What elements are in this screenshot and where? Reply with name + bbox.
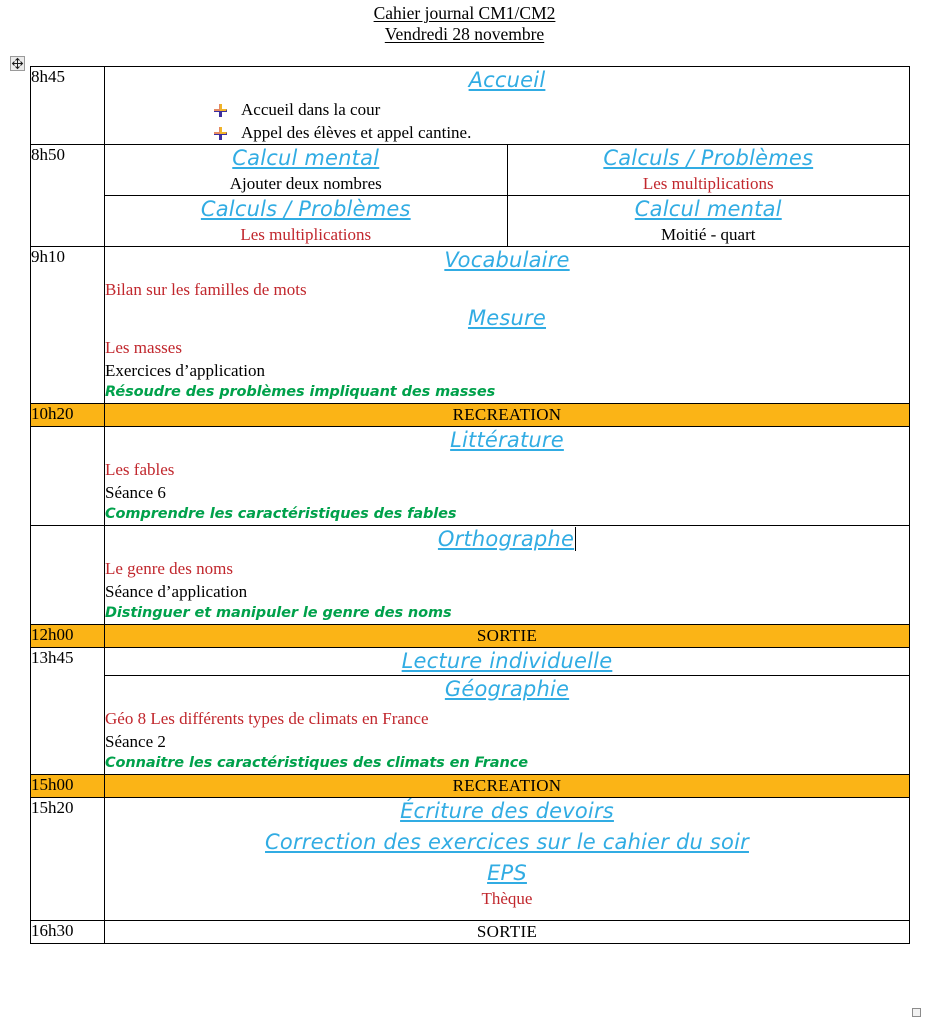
table-resize-handle-icon[interactable] [912, 1008, 921, 1017]
subject-vocabulaire: Vocabulaire [444, 248, 570, 272]
accueil-bullet-text: Accueil dans la cour [241, 100, 381, 119]
time-cell-recreation-matin: 10h20 [31, 404, 105, 427]
list-item [105, 121, 909, 144]
topic-genre-des-noms: Le genre des noms [105, 559, 233, 578]
subject-calcul-mental: Calcul mental [634, 197, 782, 221]
subject-orthographe: Orthographe [437, 527, 575, 551]
subject-calculs-problemes: Calculs / Problèmes [200, 197, 411, 221]
time-cell-sortie-midi: 12h00 [31, 625, 105, 648]
topic-familles-de-mots: Bilan sur les familles de mots [105, 280, 307, 299]
detail-exercices-application: Exercices d’application [105, 361, 266, 380]
doc-title-row [0, 3, 929, 24]
subject-accueil: Accueil [468, 68, 546, 92]
table-move-handle-icon[interactable] [10, 56, 25, 71]
table-row-lecture[interactable] [31, 648, 910, 676]
subject-lecture-individuelle: Lecture individuelle [401, 649, 613, 673]
doc-date-row [0, 24, 929, 45]
cross-bullet-icon [213, 101, 228, 116]
detail-ajouter-deux-nombres: Ajouter deux nombres [229, 174, 382, 193]
status-badge-sortie-midi: SORTIE [105, 625, 910, 648]
content-cell-math-2-right[interactable] [507, 196, 910, 247]
content-cell-geographie[interactable] [105, 676, 910, 775]
status-badge-sortie-soir: SORTIE [105, 921, 910, 944]
page-date: Vendredi 28 novembre [384, 24, 545, 44]
content-cell-accueil[interactable] [105, 67, 910, 145]
subject-orthographe-line [105, 526, 909, 553]
table-row-litterature[interactable] [31, 427, 910, 526]
objective-climats: Connaitre les caractéristiques des climats en France [105, 755, 528, 771]
text-cursor-caret [575, 527, 576, 551]
cross-bullet-icon [213, 124, 228, 139]
status-badge-recreation-matin: RECREATION [105, 404, 910, 427]
content-cell-orthographe[interactable] [105, 526, 910, 625]
detail-seance-application: Séance d’application [105, 582, 248, 601]
subject-eps: EPS [487, 861, 527, 885]
cahier-journal-table-wrap [30, 66, 910, 944]
detail-seance-2: Séance 2 [105, 732, 166, 751]
content-cell-fin-journee[interactable] [105, 798, 910, 921]
topic-les-fables: Les fables [105, 460, 175, 479]
table-row-math-1[interactable] [31, 145, 910, 196]
objective-masses: Résoudre des problèmes impliquant des masses [105, 384, 496, 400]
content-cell-math-1-left[interactable] [105, 145, 508, 196]
content-cell-math-1-right[interactable] [507, 145, 910, 196]
table-row-sortie-soir[interactable] [31, 921, 910, 944]
accueil-bullet-list [105, 98, 909, 144]
table-row-fin-journee[interactable] [31, 798, 910, 921]
table-row-sortie-midi[interactable] [31, 625, 910, 648]
table-row-orthographe[interactable] [31, 526, 910, 625]
list-item [105, 98, 909, 121]
status-badge-recreation-aprem: RECREATION [105, 775, 910, 798]
time-cell-sortie-soir: 16h30 [31, 921, 105, 944]
time-cell-litterature [31, 427, 105, 526]
table-row-accueil[interactable] [31, 67, 910, 145]
content-cell-math-2-left[interactable] [105, 196, 508, 247]
time-cell-recreation-aprem: 15h00 [31, 775, 105, 798]
content-cell-vocabulaire-mesure[interactable] [105, 247, 910, 404]
subject-geographie: Géographie [444, 677, 570, 701]
topic-climats-france: Géo 8 Les différents types de climats en France [105, 709, 429, 728]
table-row-recreation-matin[interactable] [31, 404, 910, 427]
document-header [0, 0, 929, 45]
time-cell-fin-journee: 15h20 [31, 798, 105, 921]
subject-mesure: Mesure [467, 306, 547, 330]
topic-les-masses: Les masses [105, 338, 182, 357]
table-row-recreation-aprem[interactable] [31, 775, 910, 798]
accueil-bullet-text: Appel des élèves et appel cantine. [241, 123, 472, 142]
time-cell-lecture: 13h45 [31, 648, 105, 775]
content-cell-lecture[interactable] [105, 648, 910, 676]
time-cell-orthographe [31, 526, 105, 625]
content-cell-litterature[interactable] [105, 427, 910, 526]
time-cell-accueil: 8h45 [31, 67, 105, 145]
table-row-vocabulaire-mesure[interactable] [31, 247, 910, 404]
table-row-geographie[interactable] [31, 676, 910, 775]
subject-correction-exercices: Correction des exercices sur le cahier du soir [265, 830, 749, 854]
subject-calcul-mental: Calcul mental [232, 146, 380, 170]
time-cell-math: 8h50 [31, 145, 105, 247]
table-row-math-2[interactable] [31, 196, 910, 247]
page-title: Cahier journal CM1/CM2 [373, 3, 556, 23]
topic-theque: Thèque [481, 889, 533, 908]
cahier-journal-table[interactable] [30, 66, 910, 944]
detail-moitie-quart: Moitié - quart [661, 225, 756, 244]
topic-les-multiplications: Les multiplications [642, 174, 774, 193]
topic-les-multiplications: Les multiplications [240, 225, 372, 244]
objective-fables: Comprendre les caractéristiques des fables [105, 506, 457, 522]
subject-ecriture-devoirs: Écriture des devoirs [400, 799, 614, 823]
subject-calculs-problemes: Calculs / Problèmes [603, 146, 814, 170]
detail-seance-6: Séance 6 [105, 483, 166, 502]
objective-genre-des-noms: Distinguer et manipuler le genre des noms [105, 605, 452, 621]
time-cell-vocabulaire: 9h10 [31, 247, 105, 404]
subject-litterature: Littérature [450, 428, 564, 452]
